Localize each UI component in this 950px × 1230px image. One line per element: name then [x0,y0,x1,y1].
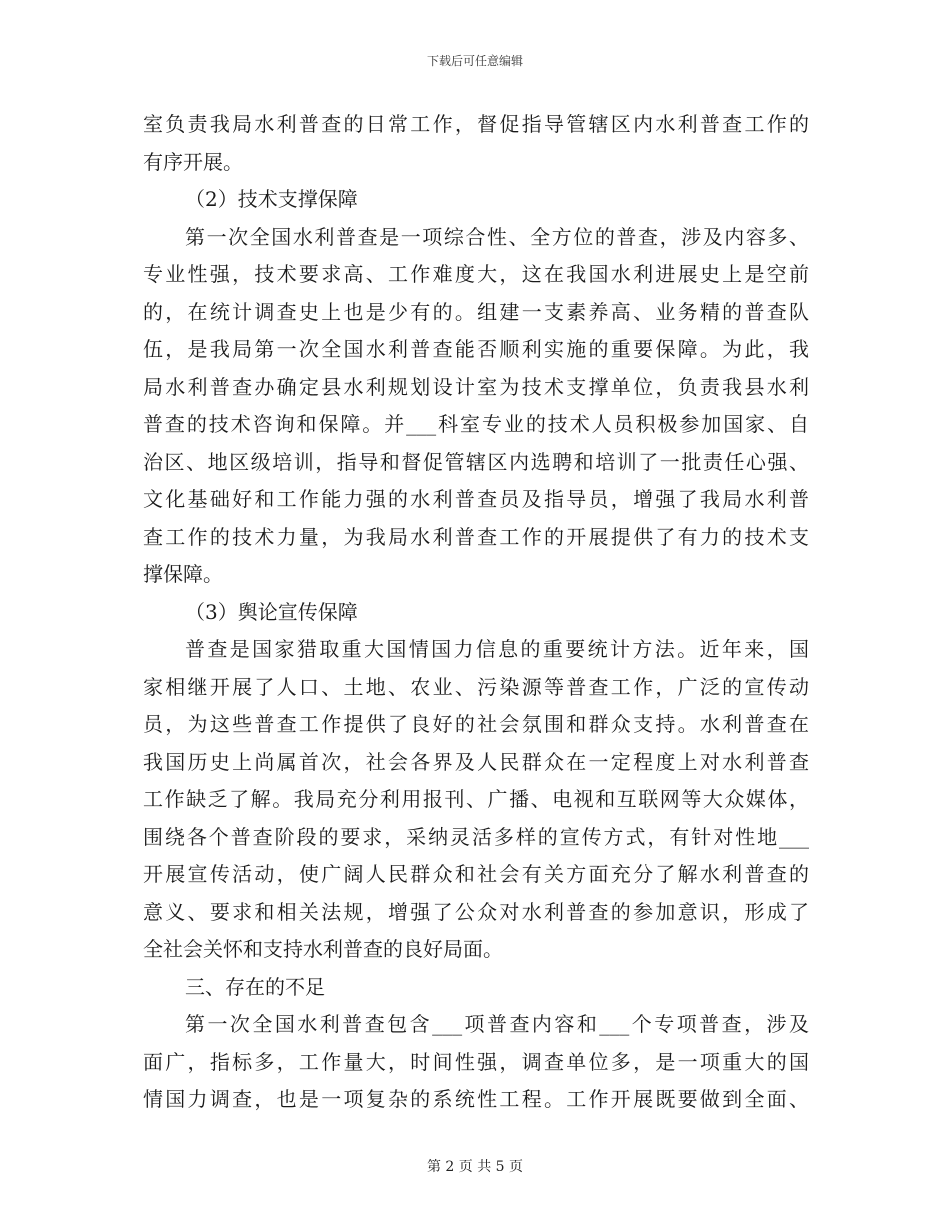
text-line: 查工作的技术力量，为我局水利普查工作的开展提供了有力的技术支 [143,524,809,549]
text-line: 员，为这些普查工作提供了良好的社会氛围和群众支持。水利普查在 [143,712,809,736]
text-line: 撑保障。 [143,562,223,586]
text-line: 家相继开展了人口、土地、农业、污染源等普查工作，广泛的宣传动 [143,674,809,699]
text-line: 面广，指标多，工作量大，时间性强，调查单位多，是一项重大的国 [143,1049,809,1074]
text-line: 有序开展。 [143,149,243,174]
text-line: （2）技术支撑保障 [185,187,358,211]
text-line: 专业性强，技术要求高、工作难度大，这在我国水利进展史上是空前 [143,262,809,286]
page-number: 第 2 页 共 5 页 [426,1159,524,1175]
text-line: 的，在统计调查史上也是少有的。组建一支素养高、业务精的普查队 [143,299,809,324]
text-line: 工作缺乏了解。我局充分利用报刊、广播、电视和互联网等大众媒体， [143,787,809,811]
document-body [143,106,809,1119]
text-line: 文化基础好和工作能力强的水利普查员及指导员，增强了我局水利普 [143,487,809,511]
text-line: 开展宣传活动，使广阔人民群众和社会有关方面充分了解水利普查的 [143,862,809,886]
page-header: 下载后可任意编辑 [426,54,523,68]
text-line: 伍，是我局第一次全国水利普查能否顺利实施的重要保障。为此，我 [143,337,809,361]
text-line: 普查的技术咨询和保障。并___科室专业的技术人员积极参加国家、自 [143,412,809,436]
text-line: 情国力调查，也是一项复杂的系统性工程。工作开展既要做到全面、 [143,1087,809,1111]
text-line: 三、存在的不足 [185,974,325,999]
text-line: 意义、要求和相关法规，增强了公众对水利普查的参加意识，形成了 [143,899,809,924]
text-line: （3）舆论宣传保障 [185,599,358,624]
text-line: 围绕各个普查阶段的要求，采纳灵活多样的宣传方式，有针对性地___ [143,824,809,849]
text-line: 第一次全国水利普查包含___项普查内容和___个专项普查，涉及 [185,1012,809,1036]
text-line: 局水利普查办确定县水利规划设计室为技术支撑单位，负责我县水利 [143,374,809,399]
text-line: 治区、地区级培训，指导和督促管辖区内选聘和培训了一批责任心强、 [143,449,809,474]
text-line: 全社会关怀和支持水利普查的良好局面。 [143,937,503,961]
text-line: 第一次全国水利普查是一项综合性、全方位的普查，涉及内容多、 [185,224,809,249]
text-line: 普查是国家猎取重大国情国力信息的重要统计方法。近年来，国 [185,637,809,661]
text-line: 我国历史上尚属首次，社会各界及人民群众在一定程度上对水利普查 [143,749,809,774]
text-line: 室负责我局水利普查的日常工作，督促指导管辖区内水利普查工作的 [143,112,809,136]
